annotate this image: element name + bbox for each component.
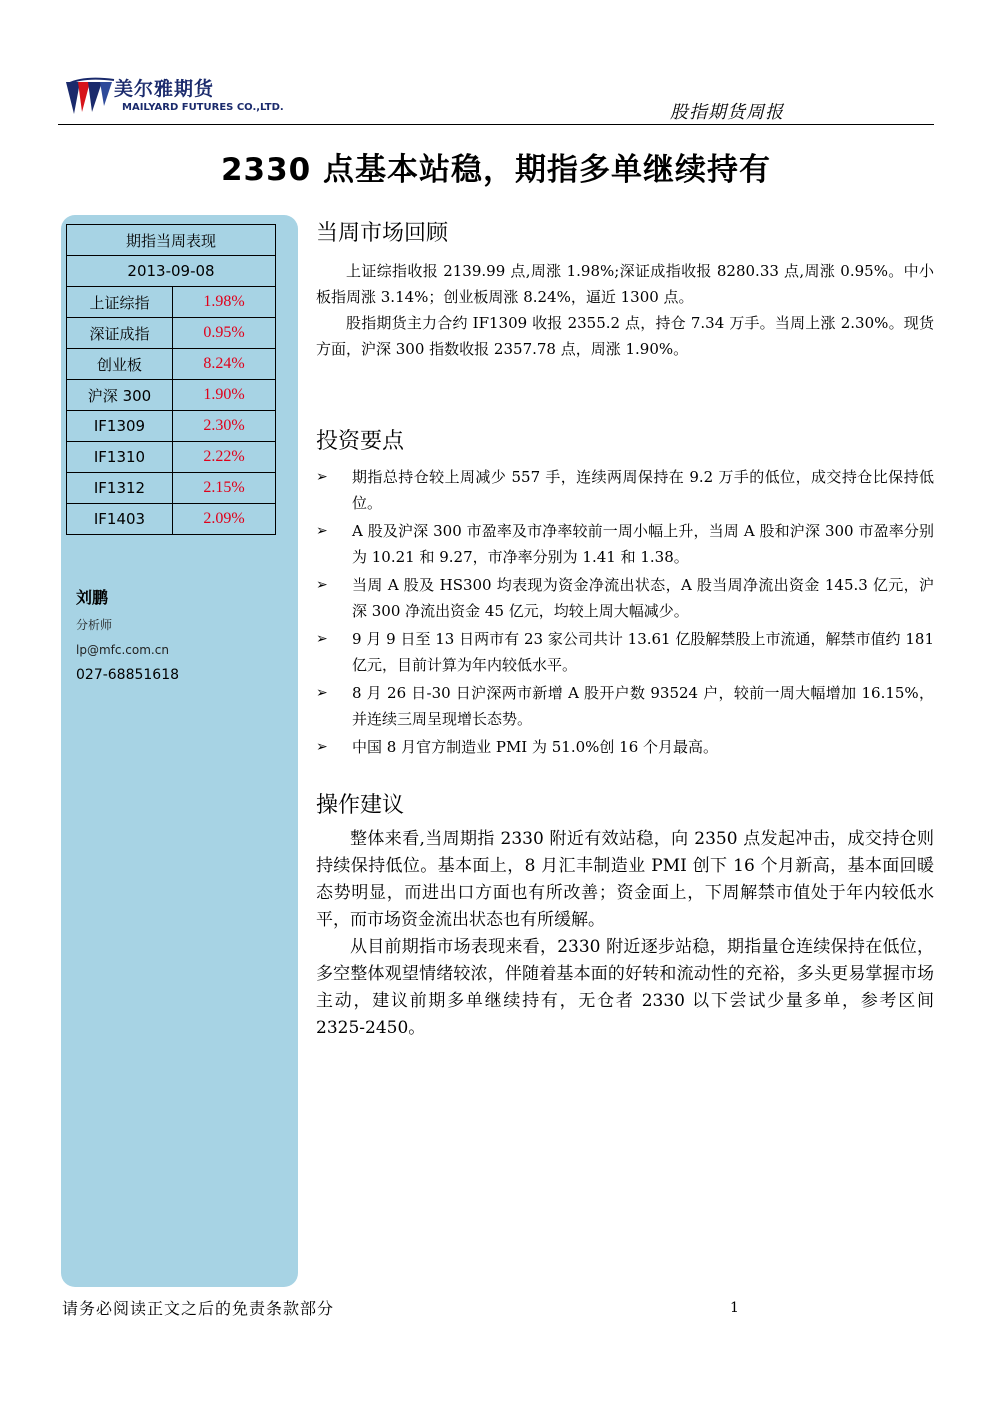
list-item — [316, 680, 934, 732]
paragraph: 整体来看,当周期指 2330 附近有效站稳，向 2350 点发起冲击，成交持仓则持续保持低位。基本面上，8 月汇丰制造业 PMI 创下 16 个月新高，基本面回暖态势明显，而进出口方面也有所改善；资金面上，下周解禁市值处于年内较低水平，而市场资金流出状态也有所缓解。 — [316, 829, 934, 930]
list-item — [316, 518, 934, 570]
weekly-performance-table — [66, 224, 276, 535]
table-date: 2013-09-08 — [67, 256, 276, 287]
advice-body — [316, 826, 934, 1042]
contract-change: 2.30% — [173, 411, 276, 442]
list-item — [316, 734, 934, 760]
table-title: 期指当周表现 — [67, 225, 276, 256]
table-row — [67, 442, 276, 473]
table-row — [67, 318, 276, 349]
analyst-phone: 027-68851618 — [76, 667, 180, 683]
index-change: 1.98% — [173, 287, 276, 318]
section-title-market-review: 当周市场回顾 — [316, 221, 449, 246]
table-row — [67, 411, 276, 442]
company-logo — [64, 70, 284, 120]
table-row — [67, 287, 276, 318]
index-name: 创业板 — [67, 349, 173, 380]
list-item — [316, 626, 934, 678]
analyst-role: 分析师 — [76, 618, 113, 632]
arrow-bullet-icon: ➢ — [316, 577, 328, 593]
page-header — [58, 62, 934, 126]
list-item-text: 9 月 9 日至 13 日两市有 23 家公司共计 13.61 亿股解禁股上市流通，解禁市值约 181 亿元，目前计算为年内较低水平。 — [352, 630, 934, 674]
arrow-bullet-icon: ➢ — [316, 469, 328, 485]
table-row — [67, 349, 276, 380]
index-name: 深证成指 — [67, 318, 173, 349]
list-item-text: 期指总持仓较上周减少 557 手，连续两周保持在 9.2 万手的低位，成交持仓比保持低位。 — [352, 468, 934, 512]
list-item — [316, 572, 934, 624]
header-divider — [58, 124, 934, 125]
market-review-body — [316, 258, 934, 362]
paragraph: 股指期货主力合约 IF1309 收报 2355.2 点，持仓 7.34 万手。当周上涨 2.30%。现货方面，沪深 300 指数收报 2357.78 点，周涨 1.90%。 — [316, 314, 934, 358]
table-row — [67, 504, 276, 535]
key-points-list — [316, 464, 934, 762]
index-name: 沪深 300 — [67, 380, 173, 411]
table-row — [67, 380, 276, 411]
list-item — [316, 464, 934, 516]
paragraph: 上证综指收报 2139.99 点,周涨 1.98%;深证成指收报 8280.33 点,周涨 0.95%。中小板指周涨 3.14%；创业板周涨 8.24%，逼近 1300 点。 — [316, 262, 934, 306]
contract-change: 2.09% — [173, 504, 276, 535]
section-title-advice: 操作建议 — [316, 793, 405, 818]
arrow-bullet-icon: ➢ — [316, 523, 328, 539]
paragraph: 从目前期指市场表现来看，2330 附近逐步站稳，期指量仓连续保持在低位，多空整体观望情绪较浓，伴随着基本面的好转和流动性的充裕，多头更易掌握市场主动，建议前期多单继续持有，无仓者 2330 以下尝试少量多单，参考区间 2325-2450。 — [316, 937, 934, 1038]
report-title: 2330 点基本站稳，期指多单继续持有 — [220, 152, 772, 188]
list-item-text: A 股及沪深 300 市盈率及市净率较前一周小幅上升，当周 A 股和沪深 300 市盈率分别为 10.21 和 9.27，市净率分别为 1.41 和 1.38。 — [352, 522, 934, 566]
logo-chinese-name: 美尔雅期货 — [114, 78, 215, 100]
index-name: 上证综指 — [67, 287, 173, 318]
contract-name: IF1403 — [67, 504, 173, 535]
table-date-row — [67, 256, 276, 287]
list-item-text: 中国 8 月官方制造业 PMI 为 51.0%创 16 个月最高。 — [352, 738, 719, 756]
section-title-key-points: 投资要点 — [316, 429, 405, 454]
logo-mark-icon — [64, 72, 120, 118]
arrow-bullet-icon: ➢ — [316, 631, 328, 647]
list-item-text: 8 月 26 日-30 日沪深两市新增 A 股开户数 93524 户，较前一周大幅增加 16.15%，并连续三周呈现增长态势。 — [352, 684, 934, 728]
contract-name: IF1309 — [67, 411, 173, 442]
disclaimer-note: 请务必阅读正文之后的免责条款部分 — [62, 1299, 335, 1318]
contract-name: IF1310 — [67, 442, 173, 473]
arrow-bullet-icon: ➢ — [316, 685, 328, 701]
analyst-email[interactable]: lp@mfc.com.cn — [76, 643, 169, 657]
page-number: 1 — [730, 1300, 739, 1316]
arrow-bullet-icon: ➢ — [316, 739, 328, 755]
index-change: 8.24% — [173, 349, 276, 380]
table-row — [67, 473, 276, 504]
logo-english-name: MAILYARD FUTURES CO.,LTD. — [122, 102, 284, 113]
contract-change: 2.22% — [173, 442, 276, 473]
analyst-name: 刘鹏 — [76, 588, 109, 607]
index-change: 0.95% — [173, 318, 276, 349]
table-title-row — [67, 225, 276, 256]
list-item-text: 当周 A 股及 HS300 均表现为资金净流出状态，A 股当周净流出资金 145.3 亿元，沪深 300 净流出资金 45 亿元，均较上周大幅减少。 — [352, 576, 934, 620]
contract-change: 2.15% — [173, 473, 276, 504]
analyst-info — [76, 585, 179, 683]
contract-name: IF1312 — [67, 473, 173, 504]
index-change: 1.90% — [173, 380, 276, 411]
report-type-label: 股指期货周报 — [670, 102, 784, 123]
